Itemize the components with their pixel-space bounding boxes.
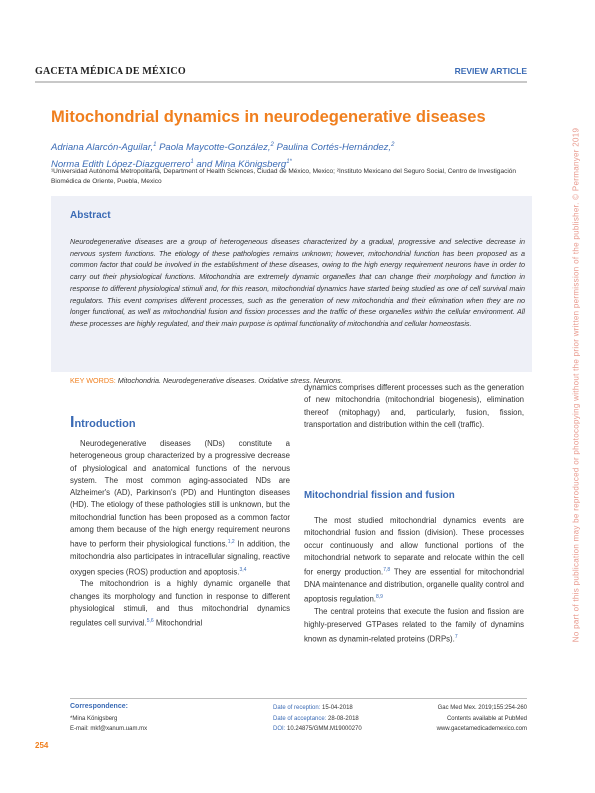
abstract-text: Neurodegenerative diseases are a group of heterogeneous diseases characterized by a gradual, progressive and selective decrease in nervous system functions. The etiology of these pathologies remains unknown; however, mitochondrial function has been proposed as a common factor that could be involved in the establishment of these diseases, owing to the high energy requirement neurons have in order to carry out their physiological functions. Mitochondria are extremely dynamic organelles that can change their morphology and function in response to different physiological stimuli and, for this reason, mitochondrial dynamics have started being studied as one of cell survival main regulators. This event comprises different processes, such as the generation of new mitochondria and their elimination when they are no longer functional, as well as mitochondrial fusion and fission processes and the traffic of these organelles within the cellular environment. All these processes are highly regulated, and their main purpose is optimal functionality of mitochondria and cellular homeostasis. xyxy=(70,237,525,328)
availability-note: Contents available at PubMed xyxy=(446,716,527,722)
page-number: 254 xyxy=(35,741,49,750)
copyright-sidebar xyxy=(569,50,582,720)
paragraph: dynamics comprises different processes such as the generation of new mitochondria (mitochondrial biogenesis), elimination thereof (mitophagy) and, particularly, fusion, fission, transportation and distribution within the cell (traffic). xyxy=(304,383,524,429)
section-heading: Mitochondrial fission and fusion xyxy=(304,490,455,501)
journal-name: GACETA MÉDICA DE MÉXICO xyxy=(35,66,186,77)
author-5[interactable]: and Mina Königsberg$^{1*}$ xyxy=(196,159,292,171)
author-1[interactable]: Adriana Alarcón-Aguilar,$^1$ xyxy=(51,142,157,154)
keywords-label: KEY WORDS: xyxy=(70,376,116,385)
header-divider xyxy=(35,81,527,83)
abstract-heading: Abstract xyxy=(70,210,111,221)
citation: Gac Med Mex. 2019;155:254-260 xyxy=(437,705,527,711)
right-column xyxy=(304,515,524,646)
author-3[interactable]: Paulina Cortés-Hernández,$^2$ xyxy=(276,142,395,154)
copyright-notice: No part of this publication may be reproduced or photocopying without the prior written permission of the publisher. © Permanyer 2019 xyxy=(571,127,580,643)
paragraph: Neurodegenerative diseases (NDs) constitute a heterogeneous group characterized by a progressive decrease of physiological and anatomical functions of the nervous system. The most common aging-associated NDs are Alzheimer's (AD), Parkinson's (PD) and Huntington diseases (HD). The etiology of these pathologies still is unknown, but the mitochondrial function has been proposed as a common factor among them because of the high energy requirement neurons have to perform their physiological functions.$^{1,2}$ In addition, the mitochondria also participates in intracellular signaling, reactive oxygen species (ROS) production and apoptosis.$^{3,4}$ xyxy=(70,439,290,577)
date-accepted: Date of acceptance: 28-08-2018 xyxy=(273,716,359,722)
introduction-heading: Introduction xyxy=(70,414,136,431)
paragraph: The mitochondrion is a highly dynamic organelle that changes its morphology and function in response to different physiological stimuli, and thus mitochondrial dynamics regulates cell survival.$^{5,6}$ Mitochondrial xyxy=(70,579,290,628)
author-2[interactable]: Paola Maycotte-González,$^2$ xyxy=(159,142,274,154)
correspondence-label: Correspondence: xyxy=(70,703,128,710)
reference-link[interactable]: 5,6 xyxy=(146,618,154,625)
reference-link[interactable]: 3,4 xyxy=(239,566,247,573)
paragraph: The most studied mitochondrial dynamics events are mitochondrial fusion and fission (division). These processes occur continuously and allow functional portions of the mitochondrial network to separate and relocate within the cell for energy production.$^{7,8}$ They are essential for mitochondrial DNA maintenance and distribution, organelle quality control and apoptosis regulation.$^{8,9}$ xyxy=(304,516,524,604)
left-column xyxy=(70,438,290,630)
affiliations: ¹Universidad Autónoma Metropolitana, Department of Health Sciences, Ciudad de México, Mexico; ²Instituto Mexicano del Seguro Social, Centro de Investigación Biomédica de Oriente, Puebla, Mexico xyxy=(51,168,516,185)
correspondence-name: *Mina Königsberg xyxy=(70,716,118,722)
article-title: Mitochondrial dynamics in neurodegenerative diseases xyxy=(51,108,486,126)
journal-website[interactable]: www.gacetamedicademexico.com xyxy=(436,726,527,732)
reference-link[interactable]: 8,9 xyxy=(375,594,383,601)
keywords-list: Mitochondria. Neurodegenerative diseases. Oxidative stress. Neurons. xyxy=(117,376,343,385)
reference-link[interactable]: 1,2 xyxy=(227,539,235,546)
correspondence-email[interactable]: E-mail: mkf@xanum.uam.mx xyxy=(70,726,148,732)
reference-link[interactable]: 7,8 xyxy=(383,567,391,574)
article-type-label: REVIEW ARTICLE xyxy=(454,66,527,76)
doi[interactable]: DOI: 10.24875/GMM.M19000270 xyxy=(273,726,362,732)
author-4[interactable]: Norma Edith López-Diazguerrero$^1$ xyxy=(51,159,194,171)
reference-link[interactable]: 7 xyxy=(454,633,458,640)
right-column-continuation xyxy=(304,382,524,431)
date-received: Date of reception: 15-04-2018 xyxy=(273,705,353,711)
paragraph: The central proteins that execute the fusion and fission are highly-preserved GTPases related to the family of dynamins known as dynamin-related proteins (DRPs).$^7$ xyxy=(304,607,524,644)
footer-divider xyxy=(70,698,527,699)
